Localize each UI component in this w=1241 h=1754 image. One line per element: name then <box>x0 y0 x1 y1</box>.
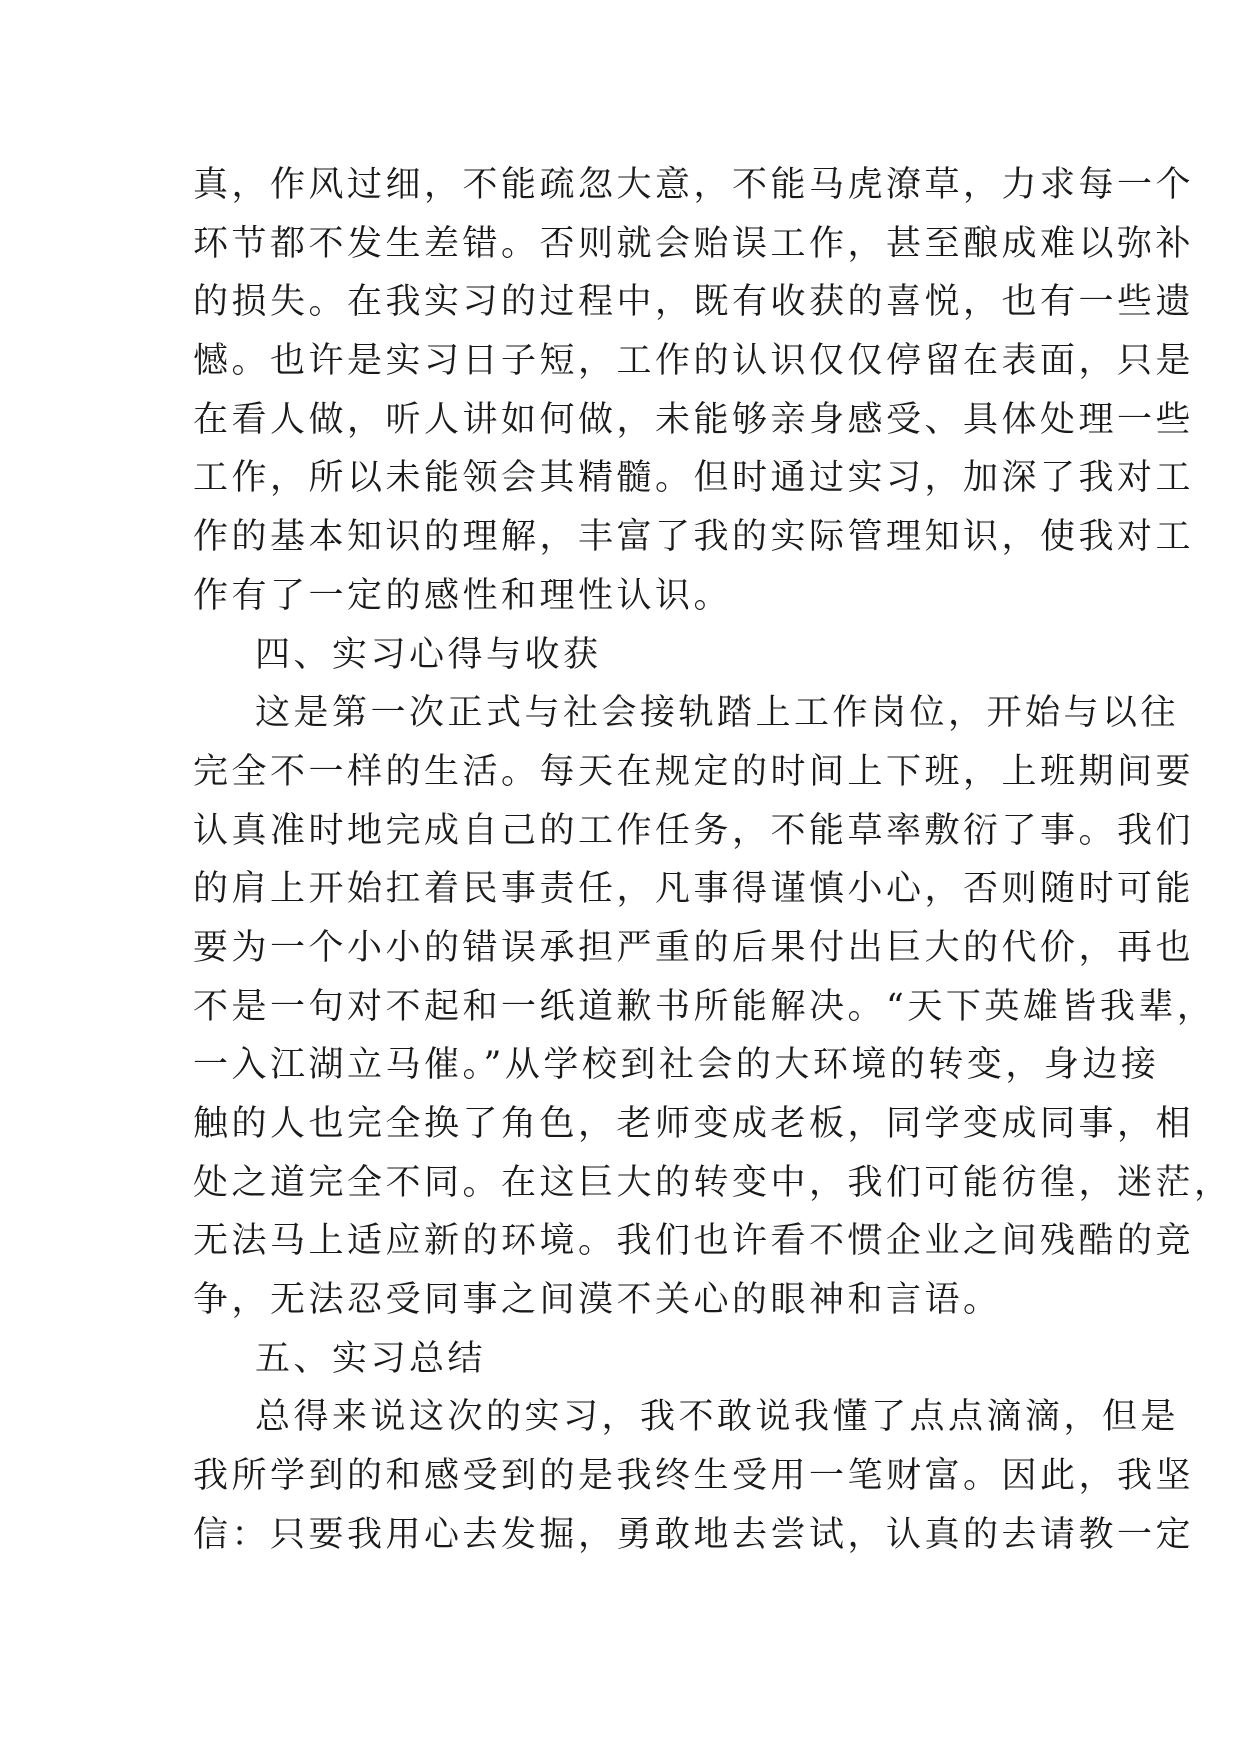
text-line: 无法马上适应新的环境。我们也许看不惯企业之间残酷的竞 <box>193 1221 1195 1262</box>
text-line: 要为一个小小的错误承担严重的后果付出巨大的代价，再也 <box>193 927 1195 968</box>
paragraph-first-line: 总得来说这次的实习，我不敢说我懂了点点滴滴，但是 <box>255 1397 1180 1438</box>
text-line: 憾。也许是实习日子短，工作的认识仅仅停留在表面，只是 <box>193 341 1195 382</box>
text-line: 认真准时地完成自己的工作任务，不能草率敷衍了事。我们 <box>193 810 1195 851</box>
section-heading: 五、实习总结 <box>255 1338 487 1379</box>
text-line: 作有了一定的感性和理性认识。 <box>193 575 733 616</box>
text-line: 不是一句对不起和一纸道歉书所能解决。“天下英雄皆我辈， <box>193 986 1216 1027</box>
text-line: 争，无法忍受同事之间漠不关心的眼神和言语。 <box>193 1280 1002 1321</box>
text-line: 在看人做，听人讲如何做，未能够亲身感受、具体处理一些 <box>193 399 1195 440</box>
text-line: 的损失。在我实习的过程中，既有收获的喜悦，也有一些遗 <box>193 282 1195 323</box>
text-line: 真，作风过细，不能疏忽大意，不能马虎潦草，力求每一个 <box>193 165 1195 205</box>
text-line: 作的基本知识的理解，丰富了我的实际管理知识，使我对工 <box>193 517 1195 558</box>
section-heading: 四、实习心得与收获 <box>255 634 602 675</box>
text-line: 一入江湖立马催。”从学校到社会的大环境的转变，身边接 <box>193 1045 1160 1086</box>
paragraph-first-line: 这是第一次正式与社会接轨踏上工作岗位，开始与以往 <box>255 693 1180 734</box>
document-body <box>193 156 1233 1565</box>
text-line: 工作，所以未能领会其精髓。但时通过实习，加深了我对工 <box>193 458 1195 499</box>
text-line: 环节都不发生差错。否则就会贻误工作，甚至酿成难以弥补 <box>193 223 1195 264</box>
text-line: 我所学到的和感受到的是我终生受用一笔财富。因此，我坚 <box>193 1456 1195 1497</box>
text-line: 处之道完全不同。在这巨大的转变中，我们可能彷徨，迷茫， <box>193 1162 1233 1203</box>
text-line: 的肩上开始扛着民事责任，凡事得谨慎小心，否则随时可能 <box>193 869 1195 910</box>
text-line: 信：只要我用心去发掘，勇敢地去尝试，认真的去请教一定 <box>193 1514 1195 1555</box>
text-line: 完全不一样的生活。每天在规定的时间上下班，上班期间要 <box>193 751 1195 792</box>
text-line: 触的人也完全换了角色，老师变成老板，同学变成同事，相 <box>193 1104 1195 1144</box>
